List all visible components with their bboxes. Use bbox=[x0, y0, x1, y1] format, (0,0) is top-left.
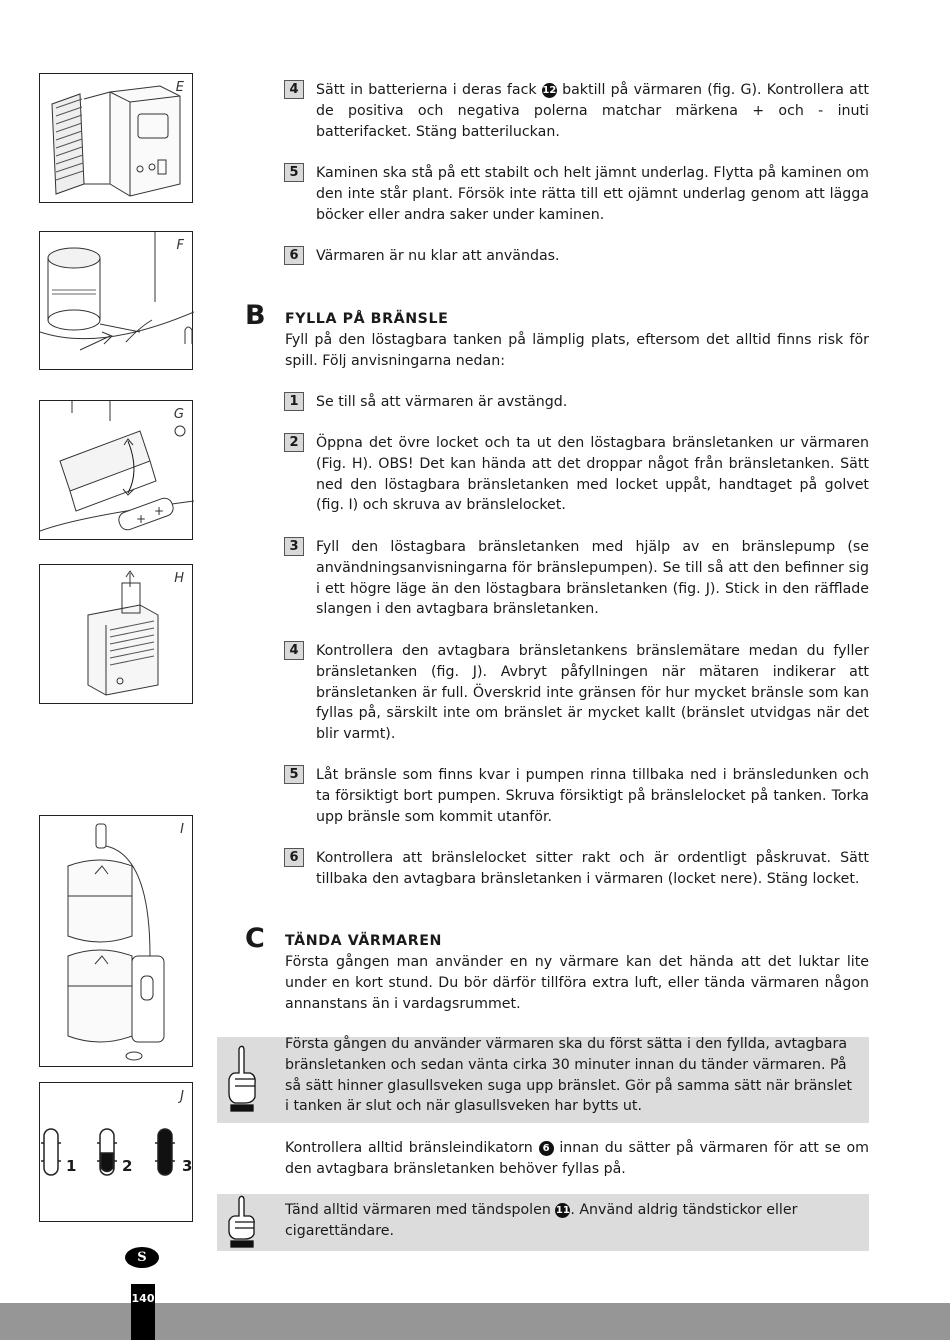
wick-assembly-illustration bbox=[40, 232, 194, 371]
step-text-start: Sätt in batterierna i deras fack bbox=[316, 82, 542, 98]
step-number: 3 bbox=[284, 537, 304, 556]
figure-j-label: J bbox=[180, 1089, 184, 1104]
b-step-1 bbox=[285, 392, 869, 413]
gauge-level-1-label: 1 bbox=[66, 1157, 77, 1175]
step-number: 5 bbox=[284, 163, 304, 182]
svg-text:+: + bbox=[136, 512, 147, 526]
step-text: Kontrollera att bränslelocket sitter rakt och är ordentligt påskruvat. Sätt tillbaka den avtagbara bränsletanken i värmaren (locket nere). Stäng locket. bbox=[316, 850, 869, 887]
step-text: Öppna det övre locket och ta ut den löstagbara bränsletanken ur värmaren (Fig. H). OBS! Det kan hända att det droppar något från bränsletanken. Sätt ned den löstagbara bränsletanken med locket uppåt, handtaget på golvet (fig. I) och skruva av bränslelocket. bbox=[316, 435, 869, 514]
step-text-end: baktill på värmaren (fig. G). Kontrollera att de positiva och negativa polerna matchar märkena + och - inuti batterifacket. Stäng batteriluckan. bbox=[316, 82, 869, 140]
section-b-intro: Fyll på den löstagbara tanken på lämplig plats, eftersom det alltid finns risk för spill. Följ anvisningarna nedan: bbox=[285, 332, 869, 369]
step-4-batteries bbox=[285, 80, 869, 142]
figure-e bbox=[39, 73, 193, 203]
ref-number-11-icon: 11 bbox=[555, 1205, 570, 1216]
page-number: 140 bbox=[131, 1292, 155, 1305]
check-text-start: Kontrollera alltid bränsleindikatorn bbox=[285, 1140, 539, 1156]
figure-e-label: E bbox=[175, 80, 184, 95]
fuel-gauge-levels-illustration bbox=[40, 1083, 194, 1223]
language-badge: S bbox=[125, 1247, 159, 1268]
gauge-level-3-label: 3 bbox=[182, 1157, 193, 1175]
step-number: 5 bbox=[284, 765, 304, 784]
b-step-2 bbox=[285, 433, 869, 516]
ignition-text-start: Tänd alltid värmaren med tändspolen bbox=[285, 1202, 556, 1218]
step-number: 4 bbox=[284, 641, 304, 660]
section-c-intro: Första gången man använder en ny värmare kan det hända att det luktar lite under en kort stund. Du bör därför tillföra extra luft, eller tända värmaren någon annanstans än i vardagsrummet. bbox=[285, 954, 869, 1012]
gauge-full-icon bbox=[158, 1129, 172, 1175]
step-5-level-surface bbox=[285, 163, 869, 225]
note-ignition bbox=[217, 1194, 869, 1251]
gauge-empty-icon bbox=[44, 1129, 58, 1175]
figure-g bbox=[39, 400, 193, 540]
step-text: Kontrollera den avtagbara bränsletankens bränslemätare medan du fyller bränsletanken (fig. J). Avbryt påfyllningen när mätaren indikerar att bränsletanken är full. Överskrid inte gränsen för hur mycket bränsle som kan fyllas på, särskilt inte om bränslet är mycket kallt (bränslet utvidgas när det blir varmt). bbox=[316, 643, 869, 743]
step-text: Värmaren är nu klar att användas. bbox=[316, 248, 560, 264]
b-step-6 bbox=[285, 848, 869, 890]
pointing-hand-icon bbox=[225, 1043, 259, 1117]
check-text-end: innan du sätter på värmaren för att se om den avtagbara bränsletanken behöver fyllas på. bbox=[285, 1140, 869, 1177]
b-step-4 bbox=[285, 641, 869, 745]
figure-i bbox=[39, 815, 193, 1067]
pointing-hand-icon bbox=[225, 1194, 259, 1250]
page-number-tab bbox=[131, 1284, 155, 1340]
gauge-level-2-label: 2 bbox=[122, 1157, 133, 1175]
step-text: Låt bränsle som finns kvar i pumpen rinna tillbaka ned i bränsledunken och ta försiktigt bort pumpen. Skruva försiktigt på bränslelocket på tanken. Torka upp bränsle som kommit utanför. bbox=[316, 767, 869, 825]
figure-j bbox=[39, 1082, 193, 1222]
remove-tank-illustration bbox=[40, 565, 194, 705]
svg-text:+: + bbox=[154, 504, 165, 518]
note-ignition-text bbox=[285, 1200, 857, 1242]
step-number: 6 bbox=[284, 246, 304, 265]
step-number: 1 bbox=[284, 392, 304, 411]
b-step-5 bbox=[285, 765, 869, 827]
step-number: 2 bbox=[284, 433, 304, 452]
figure-f bbox=[39, 231, 193, 370]
figure-i-label: I bbox=[180, 822, 184, 837]
step-6-ready bbox=[285, 246, 869, 267]
step-number: 4 bbox=[284, 80, 304, 99]
section-c-heading: TÄNDA VÄRMAREN bbox=[285, 933, 443, 949]
fuel-indicator-check bbox=[285, 1138, 869, 1180]
step-text: Se till så att värmaren är avstängd. bbox=[316, 394, 568, 410]
ignition-text-end: . Använd aldrig tändstickor eller cigarettändare. bbox=[285, 1202, 798, 1239]
step-text: Kaminen ska stå på ett stabilt och helt jämnt underlag. Flytta på kaminen om den inte står plant. Försök inte rätta till ett ojämnt underlag genom att lägga böcker eller andra saker under kaminen. bbox=[316, 165, 869, 223]
figure-f-label: F bbox=[176, 238, 184, 253]
step-number: 6 bbox=[284, 848, 304, 867]
figure-g-label: G bbox=[173, 407, 184, 422]
note-first-use bbox=[217, 1037, 869, 1123]
section-b-heading: FYLLA PÅ BRÄNSLE bbox=[285, 311, 449, 327]
figure-h bbox=[39, 564, 193, 704]
section-c-letter: C bbox=[245, 923, 265, 954]
refill-tank-pump-illustration bbox=[40, 816, 194, 1068]
heater-open-door-illustration bbox=[40, 74, 194, 204]
step-text: Fyll den löstagbara bränsletanken med hjälp av en bränslepump (se användningsanvisningarna för bränslepumpen). Se till så att den befinner sig i ett högre läge än den löstagbara bränsletanken (fig. J). Stick in den räfflade slangen i den avtagbara bränsletanken. bbox=[316, 539, 869, 618]
ref-number-6-icon: 6 bbox=[539, 1141, 554, 1156]
b-step-3 bbox=[285, 537, 869, 620]
ref-number-12-icon: 12 bbox=[542, 85, 557, 96]
note-first-use-text: Första gången du använder värmaren ska du först sätta i den fyllda, avtagbara bränsletanken och sedan vänta cirka 30 minuter innan du tänder värmaren. På så sätt hinner glasullsveken suga upp bränslet. Gör på samma sätt när bränslet i tanken är slut och när glasullsveken har bytts ut. bbox=[285, 1036, 853, 1115]
battery-compartment-illustration bbox=[40, 401, 194, 541]
figure-h-label: H bbox=[174, 571, 184, 586]
section-b-letter: B bbox=[245, 300, 266, 331]
